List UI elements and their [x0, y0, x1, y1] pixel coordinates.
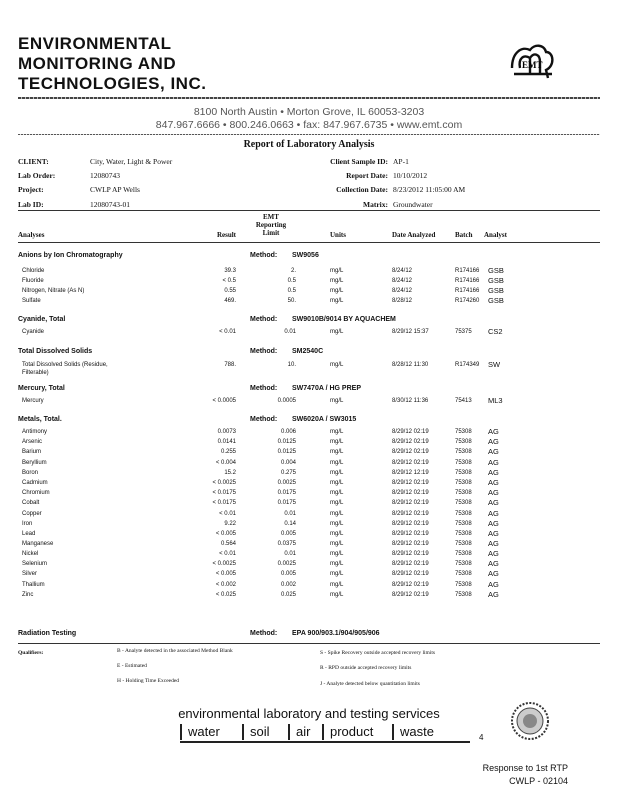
cell-analyte: Manganese: [22, 541, 54, 547]
cell-analyte-continued: Filterable): [22, 370, 49, 376]
cell-units: mg/L: [330, 541, 344, 547]
qualifiers-label: Qualifiers:: [18, 650, 44, 656]
cell-date: 8/29/12 02:19: [392, 490, 429, 496]
cell-analyte: Iron: [22, 521, 33, 527]
cell-result: < 0.002: [215, 582, 236, 588]
cell-batch: 75308: [455, 561, 472, 567]
cell-analyte: Antimony: [22, 429, 48, 435]
cell-analyte: Cyanide: [22, 329, 45, 335]
cell-batch: 75308: [455, 511, 472, 517]
section-method-label: Method:: [250, 252, 278, 259]
cell-units: mg/L: [330, 531, 344, 537]
cell-limit: 0.5: [287, 278, 296, 284]
cell-result: < 0.0175: [212, 490, 236, 496]
cell-result: 0.564: [220, 541, 236, 547]
cell-batch: 75308: [455, 470, 472, 476]
cell-result: < 0.01: [219, 329, 236, 335]
cell-analyst: GSB: [488, 286, 504, 295]
cell-date: 8/24/12: [392, 288, 413, 294]
cell-analyst: GSB: [488, 296, 504, 305]
cell-units: mg/L: [330, 268, 344, 274]
cell-batch: 75308: [455, 490, 472, 496]
cell-limit: 0.01: [284, 551, 296, 557]
cell-analyst: AG: [488, 529, 499, 538]
cell-units: mg/L: [330, 521, 344, 527]
cell-date: 8/29/12 02:19: [392, 480, 429, 486]
cell-limit: 50.: [287, 298, 296, 304]
cell-analyte: Lead: [22, 531, 36, 537]
cell-analyst: CS2: [488, 327, 503, 336]
cell-batch: 75308: [455, 571, 472, 577]
cell-date: 8/30/12 11:36: [392, 398, 429, 404]
cell-analyst: AG: [488, 427, 499, 436]
cell-units: mg/L: [330, 582, 344, 588]
cell-result: 788.: [224, 362, 236, 368]
category-product: product: [322, 724, 373, 740]
section-method-label: Method:: [250, 416, 278, 423]
cell-analyte: Silver: [22, 571, 38, 577]
qualifier-b: B - Analyte detected in the associated Method Blank: [117, 648, 233, 654]
cell-limit: 10.: [287, 362, 296, 368]
cell-analyst: AG: [488, 488, 499, 497]
services-tagline: environmental laboratory and testing services: [178, 706, 440, 721]
col-analyst: Analyst: [484, 231, 507, 239]
cell-batch: 75413: [455, 398, 472, 404]
cell-result: 0.0073: [217, 429, 236, 435]
cell-analyst: AG: [488, 539, 499, 548]
cell-result: < 0.004: [215, 460, 236, 466]
cell-result: < 0.5: [222, 278, 236, 284]
cell-limit: 0.005: [280, 571, 296, 577]
cell-units: mg/L: [330, 480, 344, 486]
cell-units: mg/L: [330, 470, 344, 476]
cell-limit: 0.0175: [277, 500, 296, 506]
cell-batch: R174166: [455, 268, 480, 274]
cell-analyst: AG: [488, 549, 499, 558]
page-number: 4: [479, 733, 484, 742]
cell-analyte: Mercury: [22, 398, 44, 404]
cell-result: < 0.0025: [212, 561, 236, 567]
cell-units: mg/L: [330, 500, 344, 506]
cell-analyte: Beryllium: [22, 460, 47, 466]
response-line-1: Response to 1st RTP: [482, 763, 568, 773]
cell-analyte: Copper: [22, 511, 42, 517]
cell-batch: 75308: [455, 500, 472, 506]
cell-result: 0.255: [220, 449, 236, 455]
cell-analyte: Cadmium: [22, 480, 48, 486]
cell-analyst: AG: [488, 437, 499, 446]
cell-result: < 0.01: [219, 551, 236, 557]
cell-limit: 0.002: [280, 582, 296, 588]
cell-batch: 75308: [455, 449, 472, 455]
collection-date-value: 8/23/2012 11:05:00 AM: [393, 185, 466, 194]
section-title: Anions by Ion Chromatography: [18, 252, 123, 259]
client-value: City, Water, Light & Power: [90, 157, 173, 166]
report-title: Report of Laboratory Analysis: [243, 139, 375, 150]
cell-analyst: AG: [488, 509, 499, 518]
cell-limit: 0.005: [280, 531, 296, 537]
section-method: SW7470A / HG PREP: [292, 385, 361, 392]
cell-limit: 0.0375: [277, 541, 296, 547]
cell-units: mg/L: [330, 329, 344, 335]
cell-batch: 75308: [455, 551, 472, 557]
client-label: CLIENT:: [18, 157, 49, 166]
section-title: Radiation Testing: [18, 630, 77, 637]
lab-order-label: Lab Order:: [18, 171, 56, 180]
cell-limit: 0.01: [284, 511, 296, 517]
cell-units: mg/L: [330, 592, 344, 598]
qualifiers-divider: [18, 643, 600, 644]
section-method: SW9056: [292, 252, 319, 259]
cell-batch: 75375: [455, 329, 472, 335]
report-date-value: 10/10/2012: [393, 171, 428, 180]
cell-units: mg/L: [330, 460, 344, 466]
cell-limit: 0.0025: [277, 561, 296, 567]
lab-id-label: Lab ID:: [18, 200, 44, 209]
cell-analyst: AG: [488, 559, 499, 568]
cell-limit: 0.004: [280, 460, 296, 466]
cell-limit: 0.0175: [277, 490, 296, 496]
project-value: CWLP AP Wells: [90, 185, 140, 194]
cell-analyst: AG: [488, 468, 499, 477]
cell-date: 8/29/12 02:19: [392, 449, 429, 455]
cell-analyte: Thallium: [22, 582, 45, 588]
col-units: Units: [330, 231, 346, 239]
cell-units: mg/L: [330, 298, 344, 304]
collection-date-label: Collection Date:: [336, 185, 388, 194]
section-method: EPA 900/903.1/904/905/906: [292, 630, 380, 637]
report-date-label: Report Date:: [346, 171, 388, 180]
cell-date: 8/29/12 15:37: [392, 329, 429, 335]
cell-limit: 0.0025: [277, 480, 296, 486]
cell-result: 0.0141: [217, 439, 236, 445]
cell-result: < 0.005: [215, 571, 236, 577]
company-name-line-2: MONITORING AND: [18, 54, 177, 73]
cell-analyte: Sulfate: [22, 298, 41, 304]
cell-analyte: Nickel: [22, 551, 39, 557]
cell-analyte: Nitrogen, Nitrate (As N): [22, 288, 85, 294]
cell-result: < 0.0025: [212, 480, 236, 486]
cell-result: 469.: [224, 298, 236, 304]
sample-id-value: AP-1: [393, 157, 409, 166]
cell-batch: 75308: [455, 592, 472, 598]
cell-limit: 0.0125: [277, 439, 296, 445]
company-address: 8100 North Austin • Morton Grove, IL 60053-3203: [193, 106, 425, 118]
cell-date: 8/29/12 02:19: [392, 521, 429, 527]
cell-batch: 75308: [455, 460, 472, 466]
col-limit-line-3: Limit: [262, 229, 280, 237]
qualifier-e: E - Estimated: [117, 663, 147, 669]
cell-result: < 0.025: [215, 592, 236, 598]
col-limit-line-2: Reporting: [255, 221, 287, 229]
emt-logo: [508, 38, 558, 82]
cell-date: 8/29/12 02:19: [392, 511, 429, 517]
cell-units: mg/L: [330, 429, 344, 435]
cell-result: < 0.01: [219, 511, 236, 517]
cell-analyte: Boron: [22, 470, 39, 476]
cell-date: 8/28/12 11:30: [392, 362, 429, 368]
col-reporting-limit: [246, 213, 296, 237]
cell-date: 8/29/12 02:19: [392, 561, 429, 567]
company-name: [18, 34, 206, 94]
section-title: Metals, Total.: [18, 416, 62, 423]
cell-result: 15.2: [224, 470, 236, 476]
cell-analyst: AG: [488, 590, 499, 599]
cell-date: 8/29/12 02:19: [392, 460, 429, 466]
cell-units: mg/L: [330, 278, 344, 284]
company-name-line-1: ENVIRONMENTAL: [18, 34, 172, 53]
cell-analyst: GSB: [488, 276, 504, 285]
col-analyses: Analyses: [18, 231, 45, 239]
section-title: Cyanide, Total: [18, 316, 66, 323]
section-method-label: Method:: [250, 316, 278, 323]
cell-batch: 75308: [455, 521, 472, 527]
section-method-label: Method:: [250, 630, 278, 637]
cell-units: mg/L: [330, 439, 344, 445]
cell-date: 8/29/12 02:19: [392, 551, 429, 557]
cell-batch: 75308: [455, 541, 472, 547]
qualifier-s: S - Spike Recovery outside accepted recovery limits: [320, 650, 436, 656]
logo-text: EMT: [522, 60, 543, 70]
cell-analyst: GSB: [488, 266, 504, 275]
category-waste: waste: [392, 724, 434, 740]
address-divider: [18, 134, 600, 135]
cell-limit: 0.5: [287, 288, 296, 294]
company-contact: 847.967.6666 • 800.246.0663 • fax: 847.967.6735 • www.emt.com: [155, 119, 463, 131]
cell-units: mg/L: [330, 362, 344, 368]
cell-limit: 2.: [290, 268, 296, 274]
sample-id-label: Client Sample ID:: [330, 157, 388, 166]
col-batch: Batch: [455, 231, 473, 239]
cell-units: mg/L: [330, 398, 344, 404]
cell-units: mg/L: [330, 288, 344, 294]
qualifier-r: R - RPD outside accepted recovery limits: [320, 665, 412, 671]
cell-analyte: Barium: [22, 449, 42, 455]
cell-analyst: AG: [488, 458, 499, 467]
category-water: water: [180, 724, 220, 740]
lab-id-value: 12080743-01: [90, 200, 130, 209]
col-limit-line-1: EMT: [263, 213, 279, 221]
section-title: Mercury, Total: [18, 385, 65, 392]
company-name-line-3: TECHNOLOGIES, INC.: [18, 74, 207, 93]
lab-order-value: 12080743: [90, 171, 120, 180]
section-method: SW6020A / SW3015: [292, 416, 357, 423]
cell-analyte: Fluoride: [22, 278, 44, 284]
cell-analyte: Selenium: [22, 561, 48, 567]
cell-analyst: AG: [488, 519, 499, 528]
category-soil: soil: [242, 724, 270, 740]
cell-analyst: AG: [488, 569, 499, 578]
project-label: Project:: [18, 185, 44, 194]
response-line-2: CWLP - 02104: [509, 776, 568, 786]
cell-date: 8/24/12: [392, 268, 413, 274]
cell-units: mg/L: [330, 490, 344, 496]
cell-limit: 0.0125: [277, 449, 296, 455]
section-title: Total Dissolved Solids: [18, 348, 93, 355]
qualifier-h: H - Holding Time Exceeded: [117, 678, 180, 684]
cell-batch: 75308: [455, 531, 472, 537]
cell-date: 8/29/12 02:19: [392, 429, 429, 435]
cell-analyst: AG: [488, 498, 499, 507]
section-method: SW9010B/9014 BY AQUACHEM: [292, 316, 396, 323]
matrix-value: Groundwater: [393, 200, 433, 209]
cell-date: 8/28/12: [392, 298, 413, 304]
section-method-label: Method:: [250, 348, 278, 355]
cell-units: mg/L: [330, 449, 344, 455]
cell-date: 8/29/12 02:19: [392, 592, 429, 598]
cell-batch: 75308: [455, 582, 472, 588]
cell-limit: 0.01: [284, 329, 296, 335]
cell-analyte: Arsenic: [22, 439, 43, 445]
cell-date: 8/24/12: [392, 278, 413, 284]
cell-limit: 0.0005: [277, 398, 296, 404]
cell-analyte: Zinc: [22, 592, 34, 598]
cell-analyte: Total Dissolved Solids (Residue,: [22, 362, 108, 368]
cell-units: mg/L: [330, 571, 344, 577]
matrix-label: Matrix:: [363, 200, 388, 209]
section-method: SM2540C: [292, 348, 324, 355]
column-header-divider: [18, 242, 600, 243]
cell-date: 8/29/12 02:19: [392, 439, 429, 445]
cell-limit: 0.275: [280, 470, 296, 476]
cell-limit: 0.006: [280, 429, 296, 435]
cell-result: < 0.005: [215, 531, 236, 537]
cell-batch: R174166: [455, 288, 480, 294]
cell-batch: 75308: [455, 439, 472, 445]
cell-date: 8/29/12 02:19: [392, 541, 429, 547]
cell-analyst: AG: [488, 478, 499, 487]
cell-units: mg/L: [330, 551, 344, 557]
cell-result: 39.3: [224, 268, 236, 274]
category-air: air: [288, 724, 310, 740]
cell-batch: 75308: [455, 480, 472, 486]
cell-analyte: Cobalt: [22, 500, 40, 506]
cell-date: 8/29/12 02:19: [392, 531, 429, 537]
cell-result: 9.22: [224, 521, 236, 527]
cell-batch: R174260: [455, 298, 480, 304]
col-result: Result: [216, 231, 236, 239]
cell-analyst: AG: [488, 447, 499, 456]
cell-date: 8/29/12 02:19: [392, 582, 429, 588]
cell-result: < 0.0005: [212, 398, 236, 404]
cell-limit: 0.025: [280, 592, 296, 598]
company-address-block: [0, 106, 618, 132]
cell-batch: R174166: [455, 278, 480, 284]
cell-batch: R174349: [455, 362, 480, 368]
cell-units: mg/L: [330, 561, 344, 567]
cell-limit: 0.14: [284, 521, 296, 527]
cell-batch: 75308: [455, 429, 472, 435]
service-categories: [180, 723, 470, 743]
header-info-divider: [18, 210, 600, 211]
section-method-label: Method:: [250, 385, 278, 392]
cell-units: mg/L: [330, 511, 344, 517]
cell-result: < 0.0175: [212, 500, 236, 506]
qualifier-j: J - Analyte detected below quantitation limits: [320, 681, 420, 687]
cell-analyst: AG: [488, 580, 499, 589]
cell-analyte: Chromium: [22, 490, 50, 496]
cell-result: 0.55: [224, 288, 236, 294]
accreditation-seal-icon: [510, 701, 550, 741]
cell-analyte: Chloride: [22, 268, 45, 274]
cell-analyst: ML3: [488, 396, 503, 405]
col-date-analyzed: Date Analyzed: [392, 231, 436, 239]
header-divider: [18, 97, 600, 99]
cell-date: 8/29/12 02:19: [392, 571, 429, 577]
cell-date: 8/29/12 12:19: [392, 470, 429, 476]
cell-analyst: SW: [488, 360, 501, 369]
cell-date: 8/29/12 02:19: [392, 500, 429, 506]
